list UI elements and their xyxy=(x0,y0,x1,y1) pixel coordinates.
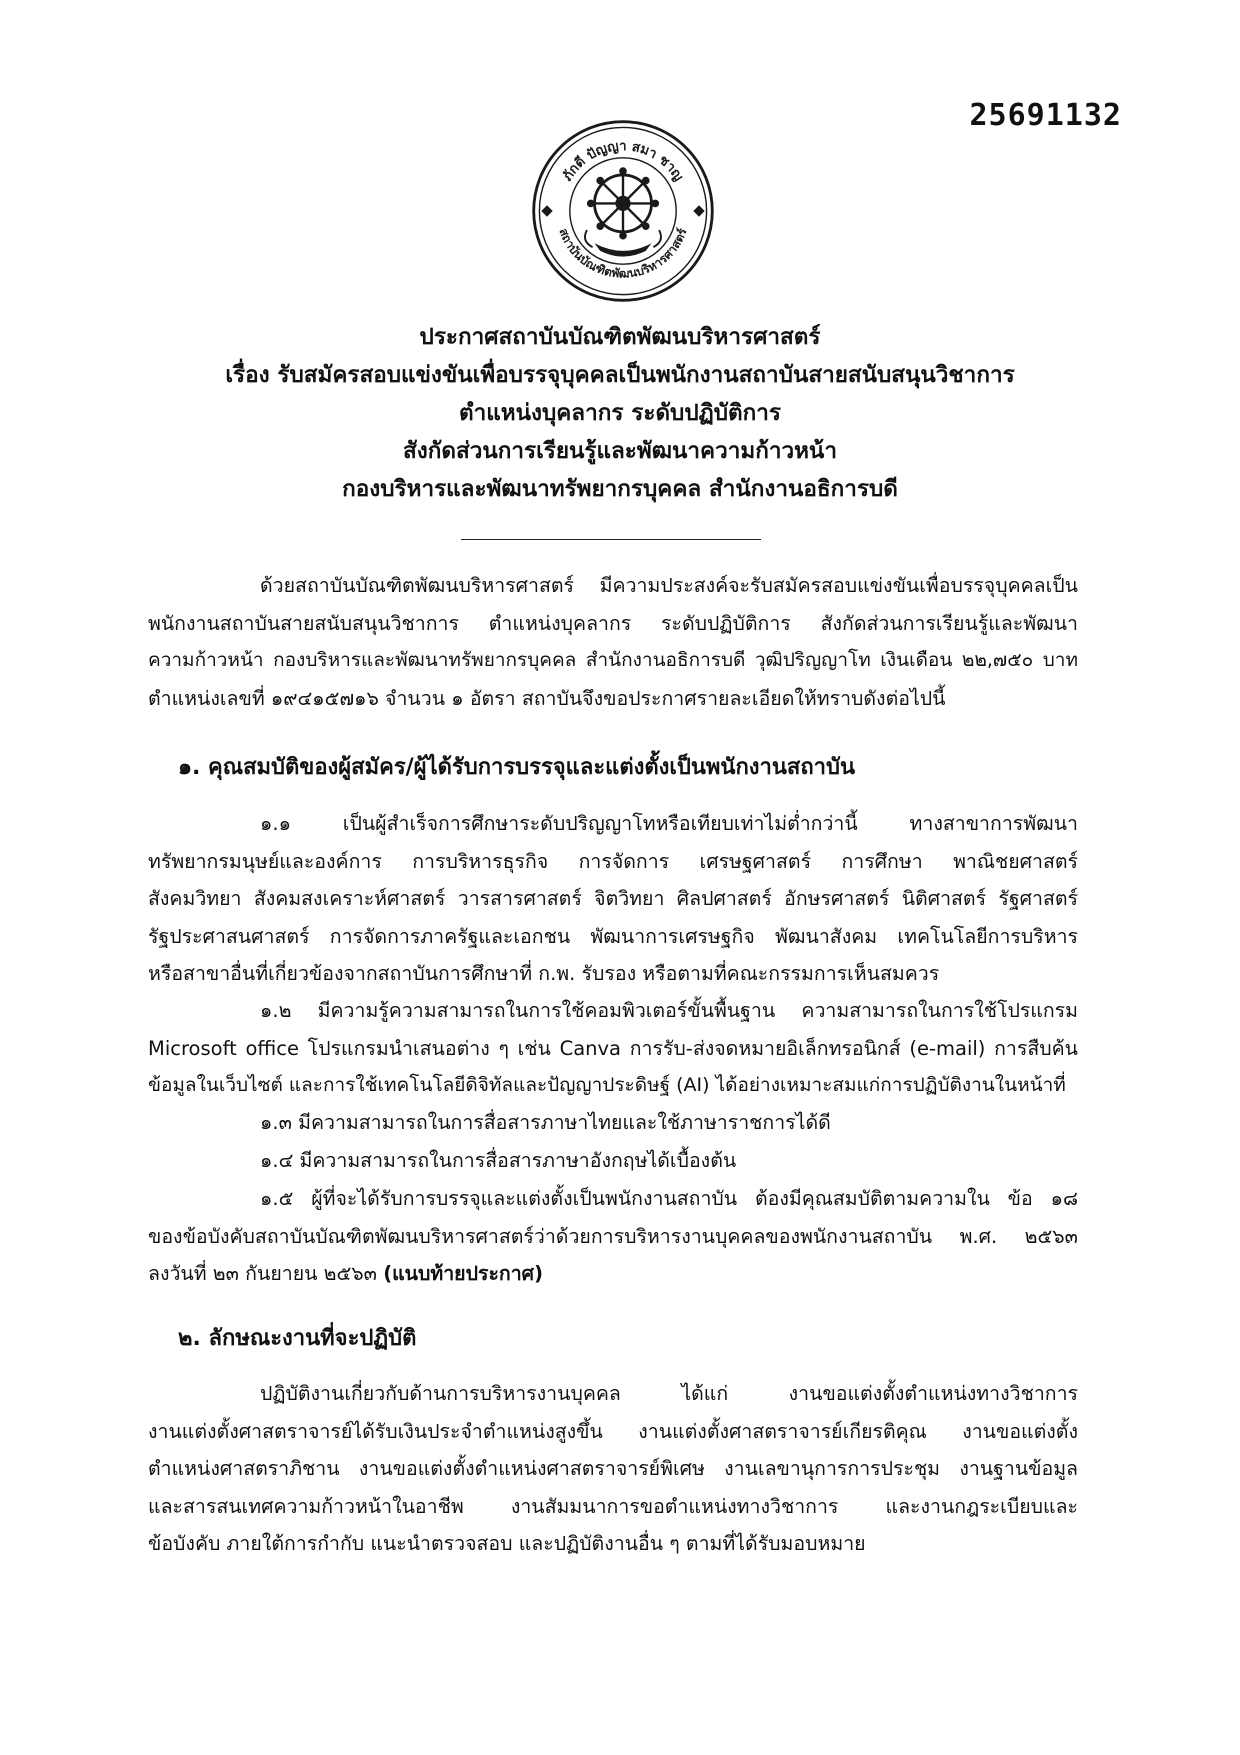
header-divider xyxy=(461,539,761,540)
item-5-date: ลงวันที่ ๒๓ กันยายน ๒๕๖๓ xyxy=(148,1262,377,1285)
intro-paragraph xyxy=(148,567,1078,717)
seal-top-text: ภักดี ปัญญา สมา ชาญ xyxy=(560,139,686,185)
item-line: ๑.๔ มีความสามารถในการสื่อสารภาษาอังกฤษได้เบื้องต้น xyxy=(260,1149,737,1172)
announcement-division: กองบริหารและพัฒนาทรัพยากรบุคคล สำนักงานอธิการบดี xyxy=(342,476,898,502)
item-line: ๑.๓ มีความสามารถในการสื่อสารภาษาไทยและใช้ภาษาราชการได้ดี xyxy=(260,1111,831,1134)
section-2-paragraph xyxy=(148,1375,1078,1563)
item-line: รัฐประศาสนศาสตร์ การจัดการภาครัฐและเอกชน พัฒนาการเศรษฐกิจ พัฒนาสังคม เทคโนโลยีการบริหาร xyxy=(148,924,1078,948)
announcement-subject: เรื่อง รับสมัครสอบแข่งขันเพื่อบรรจุบุคคลเป็นพนักงานสถาบันสายสนับสนุนวิชาการ xyxy=(225,362,1015,388)
section-1-heading: ๑. คุณสมบัติของผู้สมัคร/ผู้ได้รับการบรรจุและแต่งตั้งเป็นพนักงานสถาบัน xyxy=(178,755,856,780)
item-line: ทรัพยากรมนุษย์และองค์การ การบริหารธุรกิจ การจัดการ เศรษฐศาสตร์ การศึกษา พาณิชยศาสตร์ xyxy=(148,849,1078,873)
section-2-line: ปฏิบัติงานเกี่ยวกับด้านการบริหารงานบุคคล ได้แก่ งานขอแต่งตั้งตำแหน่งทางวิชาการ xyxy=(260,1382,1078,1405)
section-1-item-4 xyxy=(148,1142,1078,1180)
announcement-title: ประกาศสถาบันบัณฑิตพัฒนบริหารศาสตร์ xyxy=(419,324,821,350)
announcement-unit: สังกัดส่วนการเรียนรู้และพัฒนาความก้าวหน้า xyxy=(403,438,837,464)
section-1-item-5 xyxy=(148,1180,1078,1293)
item-line xyxy=(148,1255,1078,1293)
section-2-heading: ๒. ลักษณะงานที่จะปฏิบัติ xyxy=(178,1326,417,1351)
intro-line: พนักงานสถาบันสายสนับสนุนวิชาการ ตำแหน่งบุคลากร ระดับปฏิบัติการ สังกัดส่วนการเรียนรู้และพัฒนา xyxy=(148,611,1078,635)
section-1-item-1 xyxy=(148,805,1078,993)
section-2-line: และสารสนเทศความก้าวหน้าในอาชีพ งานสัมมนาการขอตำแหน่งทางวิชาการ และงานกฎระเบียบและ xyxy=(148,1494,1078,1518)
seal-bottom-text: สถาบันบัณฑิตพัฒนบริหารศาสตร์ xyxy=(556,226,690,281)
item-line: สังคมวิทยา สังคมสงเคราะห์ศาสตร์ วารสารศาสตร์ จิตวิทยา ศิลปศาสตร์ อักษรศาสตร์ นิติศาสตร์ รัฐศาสตร์ xyxy=(148,887,1078,910)
intro-line: ด้วยสถาบันบัณฑิตพัฒนบริหารศาสตร์ มีความประสงค์จะรับสมัครสอบแข่งขันเพื่อบรรจุบุคคลเป็น xyxy=(260,574,1078,597)
intro-line: ความก้าวหน้า กองบริหารและพัฒนาทรัพยากรบุคคล สำนักงานอธิการบดี วุฒิปริญญาโท เงินเดือน ๒๒,๗๕๐ บาท xyxy=(148,649,1078,671)
attachment-note: (แนบท้ายประกาศ) xyxy=(383,1262,543,1285)
item-line: ๑.๕ ผู้ที่จะได้รับการบรรจุและแต่งตั้งเป็นพนักงานสถาบัน ต้องมีคุณสมบัติตามความใน ข้อ ๑๘ xyxy=(260,1187,1078,1210)
intro-line: ตำแหน่งเลขที่ ๑๙๔๑๕๗๑๖ จำนวน ๑ อัตรา สถาบันจึงขอประกาศรายละเอียดให้ทราบดังต่อไปนี้ xyxy=(148,686,946,710)
section-2-line: ข้อบังคับ ภายใต้การกำกับ แนะนำตรวจสอบ และปฏิบัติงานอื่น ๆ ตามที่ได้รับมอบหมาย xyxy=(148,1532,866,1555)
section-1-item-3 xyxy=(148,1104,1078,1142)
item-line: ๑.๒ มีความรู้ความสามารถในการใช้คอมพิวเตอร์ขั้นพื้นฐาน ความสามารถในการใช้โปรแกรม xyxy=(260,999,1078,1022)
section-1-item-2 xyxy=(148,992,1078,1105)
item-line: Microsoft office โปรแกรมนำเสนอต่าง ๆ เช่น Canva การรับ-ส่งจดหมายอิเล็กทรอนิกส์ (e-mail) การสืบค้น xyxy=(148,1036,1078,1060)
item-line: ข้อมูลในเว็บไซต์ และการใช้เทคโนโลยีดิจิทัลและปัญญาประดิษฐ์ (AI) ได้อย่างเหมาะสมแก่การปฏิบัติงานในหน้าที่ xyxy=(148,1074,1066,1096)
institution-seal xyxy=(528,116,718,306)
section-2-line: ตำแหน่งศาสตราภิชาน งานขอแต่งตั้งตำแหน่งศาสตราจารย์พิเศษ งานเลขานุการการประชุม งานฐานข้อมูล xyxy=(148,1457,1078,1480)
announcement-position: ตำแหน่งบุคลากร ระดับปฏิบัติการ xyxy=(459,400,781,426)
document-number: 25691132 xyxy=(969,98,1122,133)
item-line: หรือสาขาอื่นที่เกี่ยวข้องจากสถาบันการศึกษาที่ ก.พ. รับรอง หรือตามที่คณะกรรมการเห็นสมควร xyxy=(148,962,940,985)
seal-emblem-icon xyxy=(528,116,718,306)
section-2-line: งานแต่งตั้งศาสตราจารย์ได้รับเงินประจำตำแหน่งสูงขึ้น งานแต่งตั้งศาสตราจารย์เกียรติคุณ งานขอแต่งตั้ง xyxy=(148,1419,1078,1443)
item-line: ของข้อบังคับสถาบันบัณฑิตพัฒนบริหารศาสตร์ว่าด้วยการบริหารงานบุคคลของพนักงานสถาบัน พ.ศ. ๒๕๖๓ xyxy=(148,1224,1078,1248)
item-line: ๑.๑ เป็นผู้สำเร็จการศึกษาระดับปริญญาโทหรือเทียบเท่าไม่ต่ำกว่านี้ ทางสาขาการพัฒนา xyxy=(260,812,1078,835)
announcement-header xyxy=(100,318,1140,508)
